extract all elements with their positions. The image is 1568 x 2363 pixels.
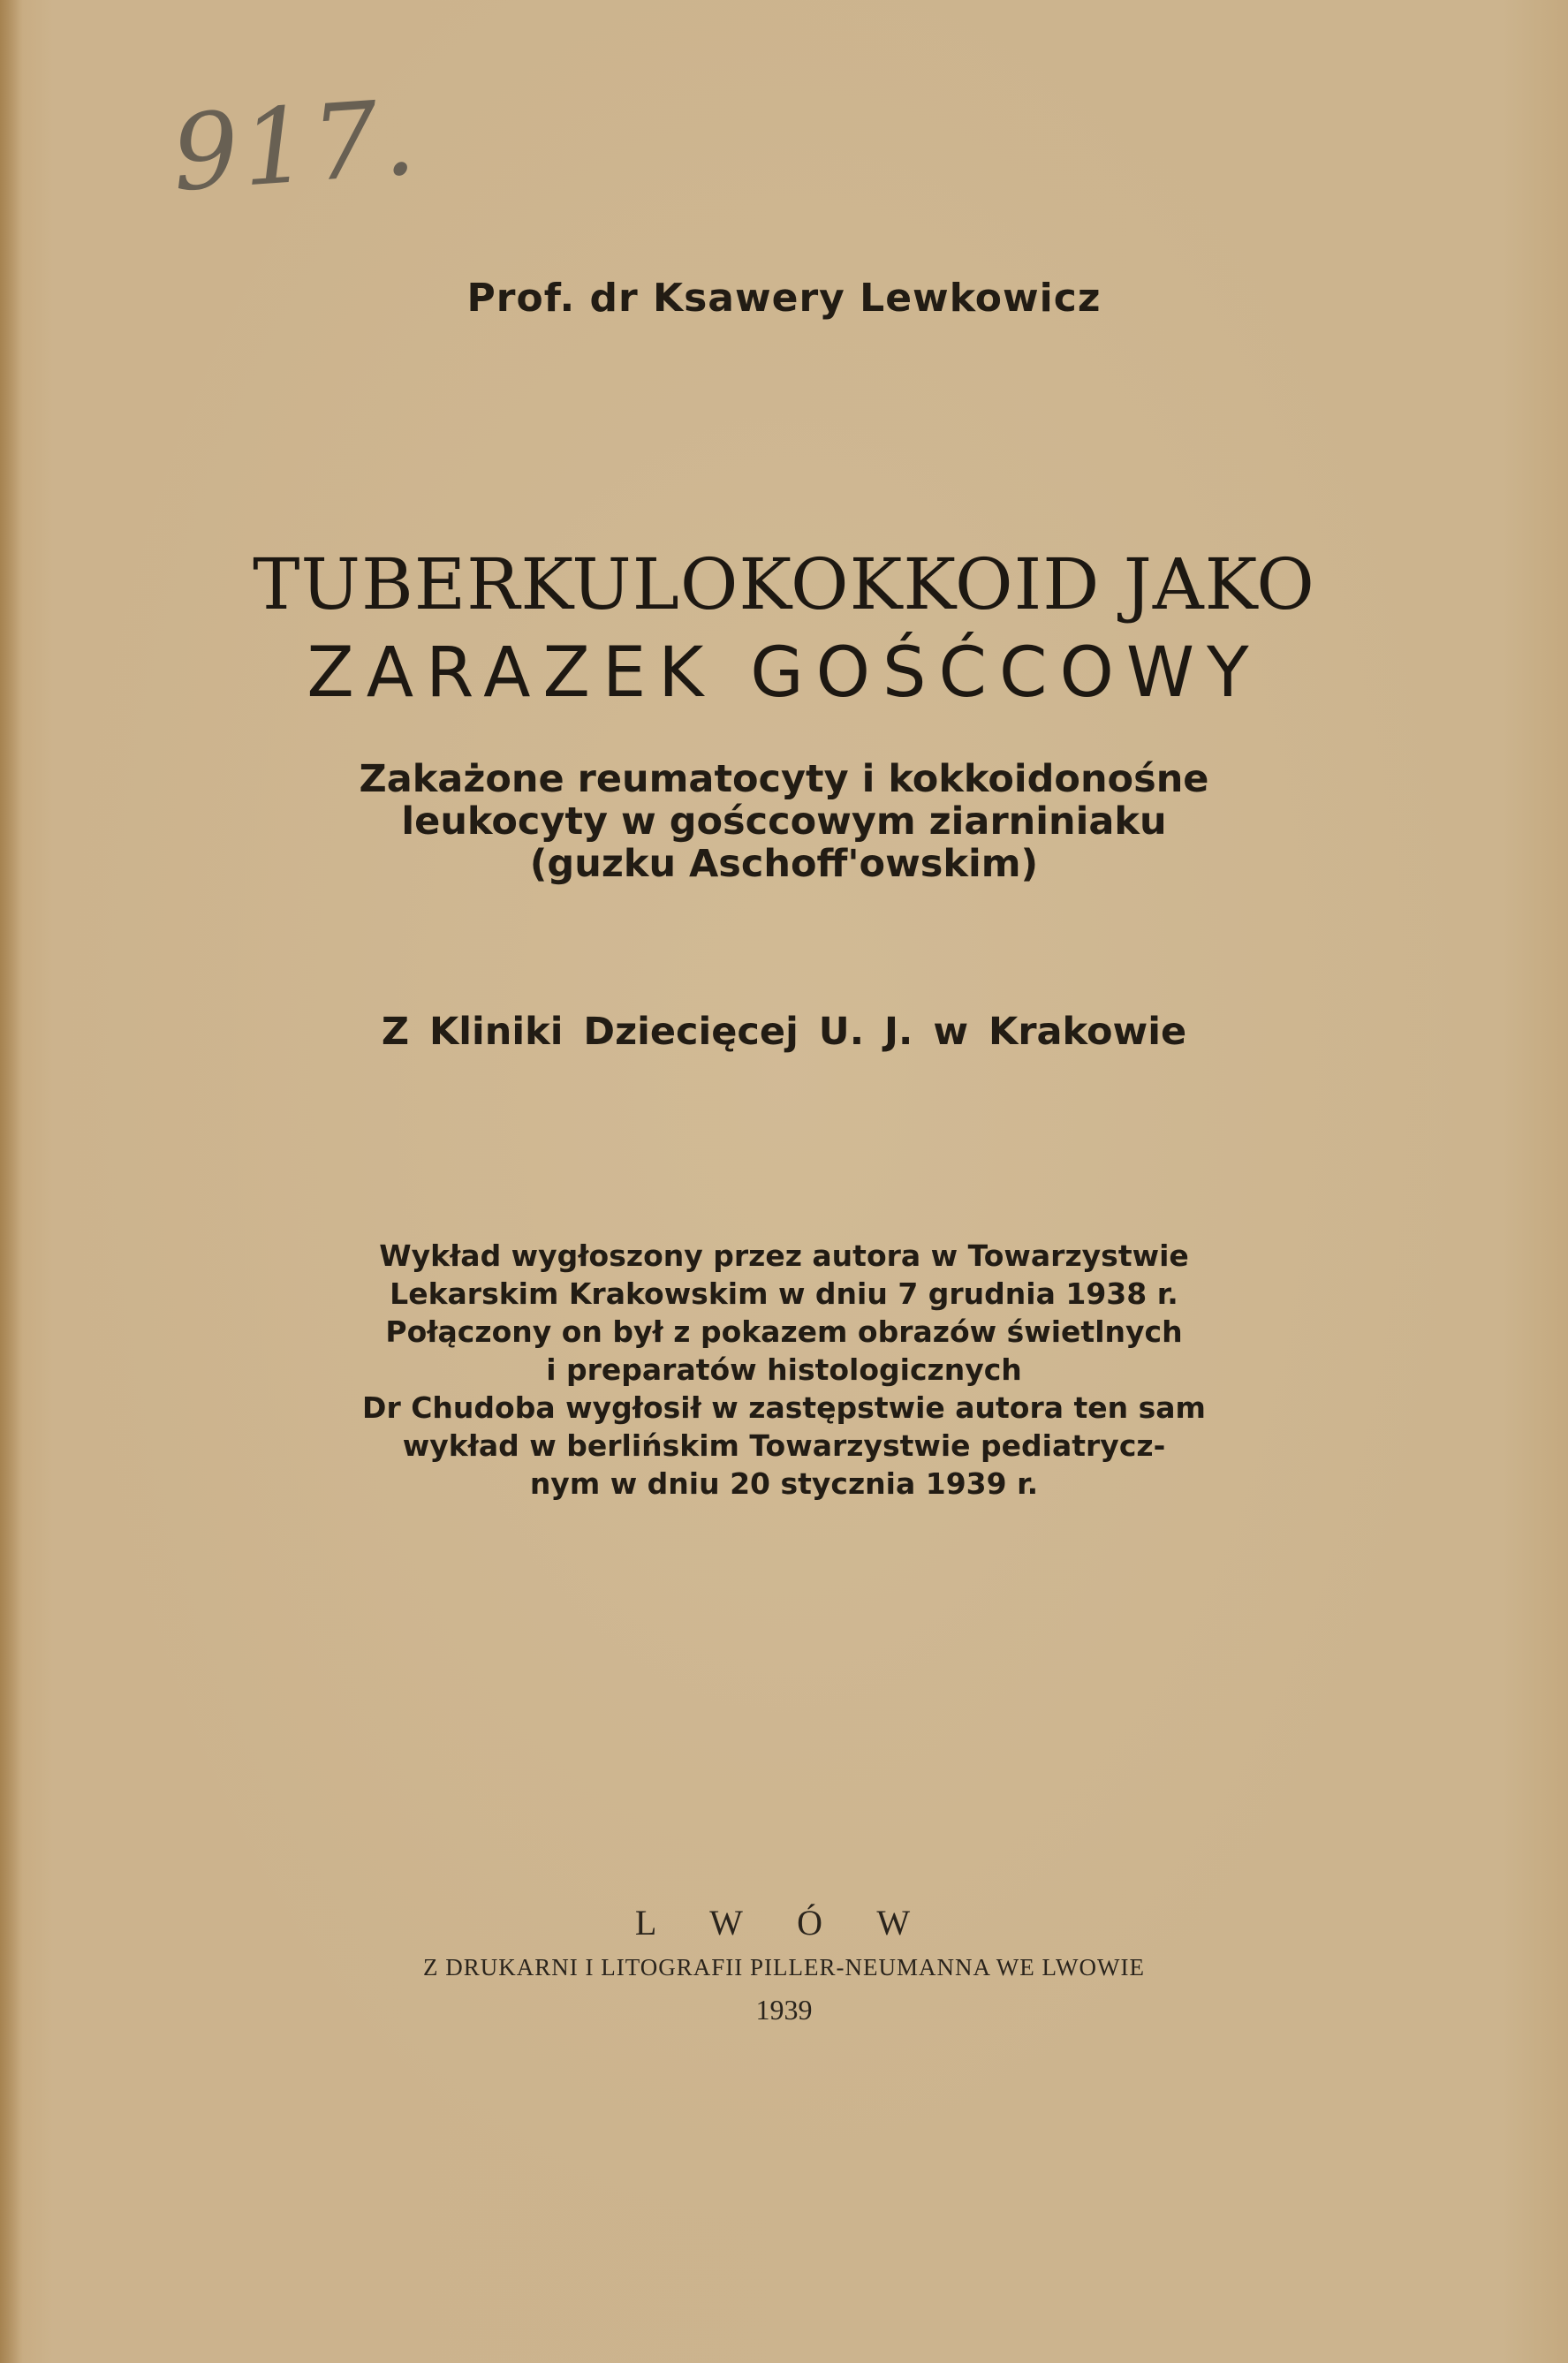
- title-line-2: ZARAZEK GOŚĆCOWY: [307, 633, 1261, 713]
- note-line: wykład w berlińskim Towarzystwie pediatrycz-: [402, 1428, 1166, 1463]
- handwritten-mark: 917.: [168, 75, 423, 215]
- lecture-note: [0, 1237, 1568, 1503]
- subtitle-line: (guzku Aschoff'owskim): [529, 842, 1039, 886]
- note-line: Dr Chudoba wygłosił w zastępstwie autora ten sam: [362, 1390, 1206, 1425]
- clinic-affiliation: Z Kliniki Dziecięcej U. J. w Krakowie: [381, 1010, 1187, 1054]
- document-title: [0, 541, 1568, 717]
- imprint-printer: Z DRUKARNI I LITOGRAFII PILLER-NEUMANNA WE LWOWIE: [423, 1954, 1145, 1981]
- author-name: Prof. dr Ksawery Lewkowicz: [466, 276, 1102, 321]
- imprint-city: L W Ó W: [634, 1903, 934, 1943]
- note-line: i preparatów histologicznych: [546, 1352, 1022, 1387]
- title-line-1: TUBERKULOKOKKOID JAKO: [253, 543, 1315, 625]
- subtitle-line: Zakażone reumatocyty i kokkoidonośne: [359, 757, 1209, 801]
- subtitle-line: leukocyty w gośccowym ziarniniaku: [401, 799, 1167, 844]
- note-line: Lekarskim Krakowskim w dniu 7 grudnia 1938 r.: [390, 1276, 1178, 1311]
- note-line: Wykład wygłoszony przez autora w Towarzystwie: [379, 1238, 1189, 1273]
- document-subtitle: [0, 758, 1568, 885]
- note-line: Połączony on był z pokazem obrazów świetlnych: [385, 1314, 1183, 1349]
- note-line: nym w dniu 20 stycznia 1939 r.: [529, 1466, 1039, 1501]
- imprint-year: 1939: [755, 1994, 813, 2026]
